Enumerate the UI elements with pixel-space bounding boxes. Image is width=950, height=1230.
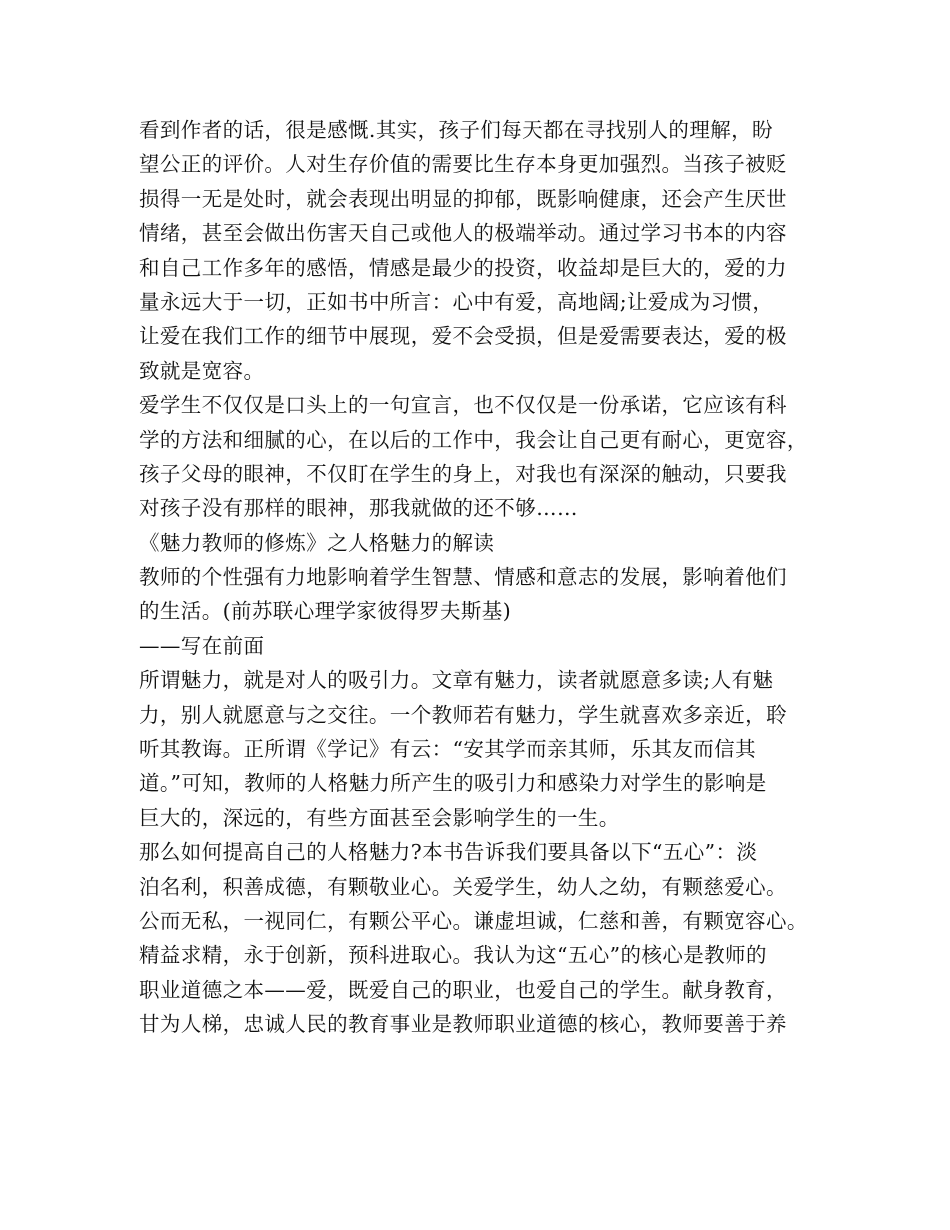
text-line: 爱学生不仅仅是口头上的一句宣言，也不仅仅是一份承诺，它应该有科 [139,393,787,418]
document-body [139,113,839,1042]
text-line: 听其教诲。正所谓《学记》有云：“安其学而亲其师，乐其友而信其 [139,737,756,762]
text-line: 教师的个性强有力地影响着学生智慧、情感和意志的发展，影响着他们 [139,565,787,590]
text-line: 甘为人梯，忠诚人民的教育事业是教师职业道德的核心，教师要善于养 [139,1012,787,1037]
text-line: 情绪，甚至会做出伤害天自己或他人的极端举动。通过学习书本的内容 [139,221,787,246]
text-line: 学的方法和细腻的心，在以后的工作中，我会让自己更有耐心，更宽容， [139,427,808,452]
text-line: 所谓魅力，就是对人的吸引力。文章有魅力，读者就愿意多读;人有魅 [139,668,774,693]
text-line: 的生活。(前苏联心理学家彼得罗夫斯基) [139,599,512,624]
text-line: 和自己工作多年的感悟，情感是最少的投资，收益却是巨大的，爱的力 [139,255,787,280]
text-line: 道。”可知，教师的人格魅力所产生的吸引力和感染力对学生的影响是 [139,771,767,796]
text-line: 职业道德之本——爱，既爱自己的职业，也爱自己的学生。献身教育， [139,977,787,1002]
text-line: 损得一无是处时，就会表现出明显的抑郁，既影响健康，还会产生厌世 [139,186,787,211]
text-line: 精益求精，永于创新，预科进取心。我认为这“五心”的核心是教师的 [139,943,767,968]
text-line: 对孩子没有那样的眼神，那我就做的还不够…… [139,496,578,521]
text-line: 公而无私，一视同仁，有颗公平心。谦虚坦诚，仁慈和善，有颗宽容心。 [139,908,808,933]
text-line: 望公正的评价。人对生存价值的需要比生存本身更加强烈。当孩子被贬 [139,152,787,177]
text-line: 力，别人就愿意与之交往。一个教师若有魅力，学生就喜欢多亲近，聆 [139,702,787,727]
text-line: ——写在前面 [139,633,265,658]
text-line: 那么如何提高自己的人格魅力?本书告诉我们要具备以下“五心”：淡 [139,840,758,865]
text-line: 孩子父母的眼神，不仅盯在学生的身上，对我也有深深的触动，只要我 [139,461,787,486]
text-line: 致就是宽容。 [139,358,265,383]
text-line: 泊名利，积善成德，有颗敬业心。关爱学生，幼人之幼，有颗慈爱心。 [139,874,787,899]
text-line: 让爱在我们工作的细节中展现，爱不会受损，但是爱需要表达，爱的极 [139,324,787,349]
text-line: 巨大的，深远的，有些方面甚至会影响学生的一生。 [139,805,620,830]
text-line: 看到作者的话，很是感慨.其实，孩子们每天都在寻找别人的理解，盼 [139,118,773,142]
text-line: 量永远大于一切，正如书中所言：心中有爱，高地阔;让爱成为习惯， [139,289,774,314]
section-heading: 《魅力教师的修炼》之人格魅力的解读 [139,530,495,555]
